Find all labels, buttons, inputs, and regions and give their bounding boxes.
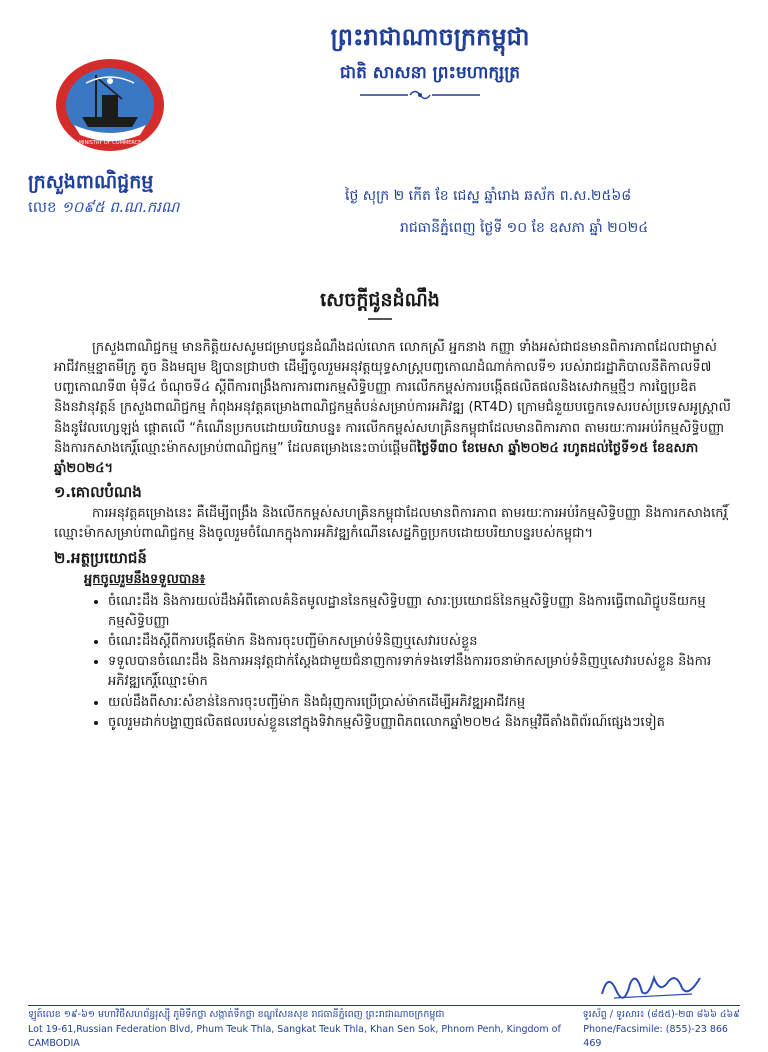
footer-phone-en: Phone/Facsimile: (855)-23 866 469	[583, 1023, 728, 1050]
footer-address-en: Lot 19-61,Russian Federation Blvd, Phum Teuk Thla, Sangkat Teuk Thla, Khan Sen Sok, Phnom Penh, Kingdom of CAMBODIA	[28, 1023, 561, 1050]
national-motto: ជាតិ សាសនា ព្រះមហាក្សត្រ	[339, 63, 521, 83]
title-underline	[368, 318, 392, 320]
reference-number	[28, 198, 179, 220]
intro-dates: ថ្ងៃទី៣០ ខែមេសា ឆ្នាំ២០២៤ រហូតដល់ថ្ងៃទី១៥ ខែឧសភា ឆ្នាំ២០២៤។	[54, 440, 699, 476]
section-objective-text: ការអនុវត្តគម្រោងនេះ គឺដើម្បីពង្រឹង និងលើកកម្ពស់សហគ្រិនកម្ពុជាដែលមានពិការភាព តាមរយៈការអប់រំកម្មសិទ្ធិបញ្ញា និងការកសាងកេរ្តិ៍ឈ្មោះម៉ាកសម្រាប់ពាណិជ្ជកម្ម និងចូលរួមចំណែកក្នុងការអភិវឌ្ឍកំណើនសេដ្ឋកិច្ចប្រកបដោយបរិយាបន្នរបស់កម្ពុជា។	[54, 506, 728, 542]
list-item: • ទទួលបានចំណេះដឹង និងការអនុវត្តជាក់ស្តែងជាមួយជំនាញការទាក់ទងទៅនឹងការរចនាម៉ាកសម្រាប់ទំនិញឬសេវារបស់ខ្លួន និងការអភិវឌ្ឍកេរ្តិ៍ឈ្មោះម៉ាក	[108, 652, 734, 692]
list-item: • ចំណេះដឹងស្តីពីការបង្កើតម៉ាក និងការចុះបញ្ជីម៉ាកសម្រាប់ទំនិញឬសេវារបស់ខ្លួន	[108, 632, 734, 652]
benefits-subtitle: អ្នកចូលរួមនឹងទទួលបាន៖	[84, 571, 206, 587]
footer-divider	[28, 1005, 740, 1006]
intro-text: ក្រសួងពាណិជ្ជកម្ម មានកិត្តិយសសូមជម្រាបជូនដំណឹងដល់លោក លោកស្រី អ្នកនាង កញ្ញា ទាំងអស់ជាជនមានពិការភាពដែលជាម្ចាស់អាជីវកម្មខ្នាតមីក្រូ តូច និងមធ្យម ឱ្យបានជ្រាបថា ដើម្បីចូលរួមអនុវត្តយុទ្ធសាស្ត្របញ្ចកោណដំណាក់កាលទី១ របស់រាជរដ្ឋាភិបាលនីតិកាលទី៧ បញ្ចកោណទី៣ មុំទី៤ ចំណុចទី៤ ស្តីពីការពង្រឹងការការពារកម្មសិទ្ធិបញ្ញា ការលើកកម្ពស់ការបង្កើតផលិតផលនិងសេវាកម្មថ្មីៗ ការច្នៃប្រឌិតនិងនវានុវត្តន៍ ក្រសួងពាណិជ្ជកម្ម កំពុងអនុវត្តគម្រោងពាណិជ្ជកម្មតំបន់សម្រាប់ការអភិវឌ្ឍ (RT4D) ក្រោមជំនួយបច្ចេកទេសរបស់ប្រទេសអូស្ត្រាលី និងនូវែលហ្សេឡង់ ផ្តោតលើ “កំណើនប្រកបដោយបរិយាបន្ន៖ ការលើកកម្ពស់សហគ្រិនកម្ពុជាដែលមានពិការភាព តាមរយៈការអប់រំកម្មសិទ្ធិបញ្ញា និងការកសាងកេរ្តិ៍ឈ្មោះម៉ាកសម្រាប់ពាណិជ្ជកម្ម” ដែលគម្រោងនេះចាប់ផ្តើមពី	[54, 340, 731, 456]
reference-label: លេខ	[28, 198, 57, 216]
logo-caption: MINISTRY OF COMMERCE	[78, 140, 142, 146]
ornament-divider-icon	[360, 88, 480, 102]
list-item: • ចូលរួមដាក់បង្ហាញផលិតផលរបស់ខ្លួននៅក្នុងទិវាកម្មសិទ្ធិបញ្ញាពិភពលោកឆ្នាំ២០២៤ និងកម្មវិធីតាំងពិព័រណ៍ផ្សេងៗទៀត	[108, 713, 734, 733]
document-title: សេចក្តីជូនដំណឹង	[320, 289, 440, 311]
kingdom-heading: ព្រះរាជាណាចក្រកម្ពុជា	[330, 23, 530, 51]
footer-phone-kh: ទូរស័ព្ទ / ទូរសារ៖ (៨៥៥)-២៣ ៨៦៦ ៤៦៩	[582, 1009, 740, 1020]
list-item: • ចំណេះដឹង និងការយល់ដឹងអំពីគោលគំនិតមូលដ្ឋាននៃកម្មសិទ្ធិបញ្ញា សារៈប្រយោជន៍នៃកម្មសិទ្ធិបញ្ញា និងការធ្វើពាណិជ្ជូបនីយកម្មកម្មសិទ្ធិបញ្ញា	[108, 592, 734, 632]
section-benefits-title: ២.អត្ថប្រយោជន៍	[54, 548, 147, 567]
document-body	[54, 338, 734, 733]
ministry-logo-icon	[52, 55, 168, 155]
section-objective-title: ១.គោលបំណង	[54, 482, 142, 501]
lunar-date: ថ្ងៃ សុក្រ ២ កើត ខែ ជេស្ឋ ឆ្នាំរោង ឆស័ក ព.ស.២៥៦៨	[345, 188, 632, 204]
footer	[28, 1008, 740, 1052]
benefits-list	[54, 592, 734, 733]
reference-value: ១០៩៥ ព.ណ.ករណ	[61, 198, 180, 216]
intro-paragraph	[54, 338, 734, 479]
footer-address-kh: ឡូត៍លេខ ១៩-៦១ មហាវិថីសហព័ន្ធរុស្ស៊ី ភូមិទឹកថ្លា សង្កាត់ទឹកថ្លា ខណ្ឌសែនសុខ រាជធានីភ្នំពេញ ព្រះរាជាណាចក្រកម្ពុជា	[28, 1009, 445, 1020]
solar-date: រាជធានីភ្នំពេញ ថ្ងៃទី ១០ ខែ ឧសភា ឆ្នាំ ២០២៤	[400, 220, 649, 236]
signature-icon	[596, 964, 706, 1004]
list-item: • យល់ដឹងពីសារៈសំខាន់នៃការចុះបញ្ជីម៉ាក និងជំរុញការប្រើប្រាស់ម៉ាកដើម្បីអភិវឌ្ឍអាជីវកម្ម	[108, 693, 734, 713]
ministry-name: ក្រសួងពាណិជ្ជកម្ម	[28, 171, 154, 193]
